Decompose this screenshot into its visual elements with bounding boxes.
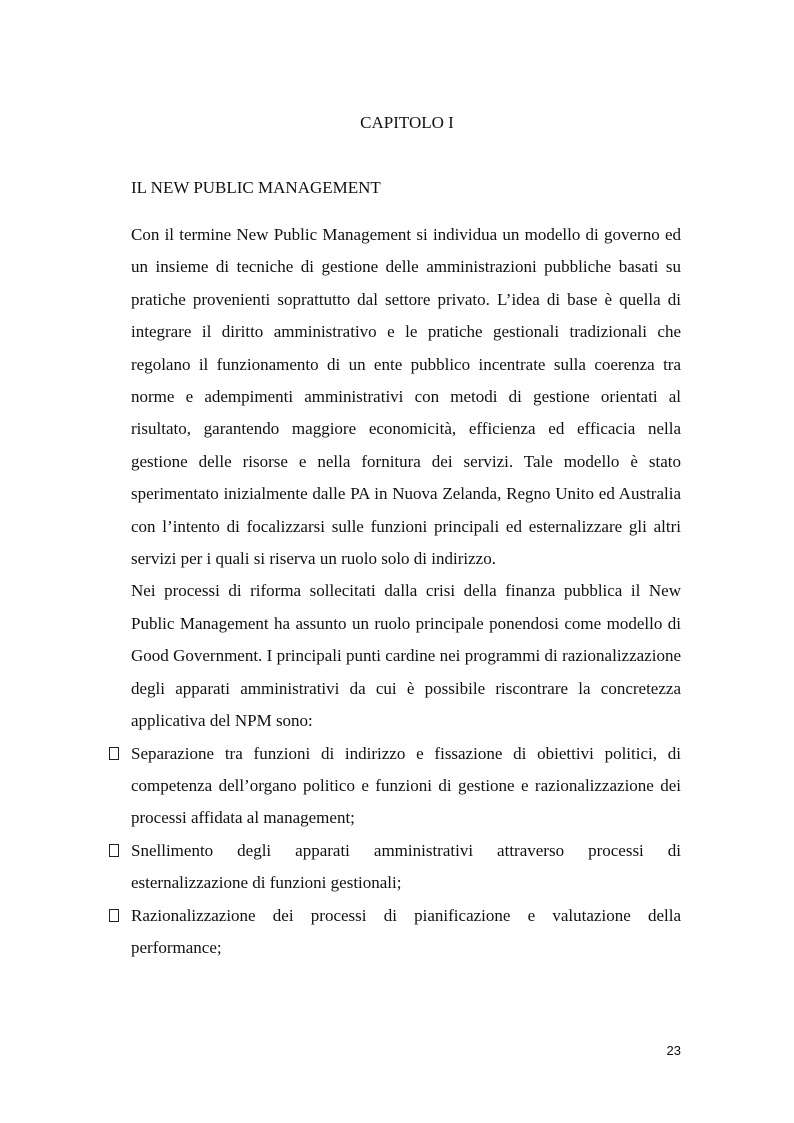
list-item — [131, 900, 681, 965]
chapter-title: CAPITOLO I — [360, 113, 454, 132]
bullet-box-icon — [109, 747, 119, 760]
paragraph-intro: Con il termine New Public Management si individua un modello di governo ed un insieme di tecniche di gestione delle amministrazioni pubbliche basati su pratiche provenienti soprattutto dal settore privato. L’idea di base è quella di integrare il diritto amministrativo e le pratiche gestionali tradizionali che regolano il funzionamento di un ente pubblico incentrate sulla coerenza tra norme e adempimenti amministrativi con metodi di gestione orientati al risultato, garantendo maggiore economicità, efficienza ed efficacia nella gestione delle risorse e nella fornitura dei servizi. Tale modello è stato sperimentato inizialmente dalle PA in Nuova Zelanda, Regno Unito ed Australia con l’intento di focalizzarsi sulle funzioni principali ed esternalizzare gli altri servizi per i quali si riserva un ruolo solo di indirizzo. — [131, 225, 681, 569]
list-item — [131, 738, 681, 835]
paragraph-reforms: Nei processi di riforma sollecitati dalla crisi della finanza pubblica il New Public Management ha assunto un ruolo principale ponendosi come modello di Good Government. I principali punti cardine nei programmi di razionalizzazione degli apparati amministrativi da cui è possibile riscontrare la concretezza applicativa del NPM sono: — [131, 581, 681, 731]
section-title: IL NEW PUBLIC MANAGEMENT — [131, 178, 381, 197]
bullet-list — [131, 738, 681, 965]
body-text — [131, 219, 681, 964]
list-item — [131, 835, 681, 900]
bullet-text: Snellimento degli apparati amministrativi attraverso processi di esternalizzazione di funzioni gestionali; — [131, 840, 681, 893]
bullet-text: Separazione tra funzioni di indirizzo e fissazione di obiettivi politici, di competenza dell’organo politico e funzioni di gestione e razionalizzazione dei processi affidata al management; — [131, 743, 681, 828]
bullet-text: Razionalizzazione dei processi di pianificazione e valutazione della performance; — [131, 905, 681, 957]
page-number: 23 — [666, 1043, 681, 1058]
bullet-box-icon — [109, 844, 119, 857]
bullet-box-icon — [109, 909, 119, 922]
